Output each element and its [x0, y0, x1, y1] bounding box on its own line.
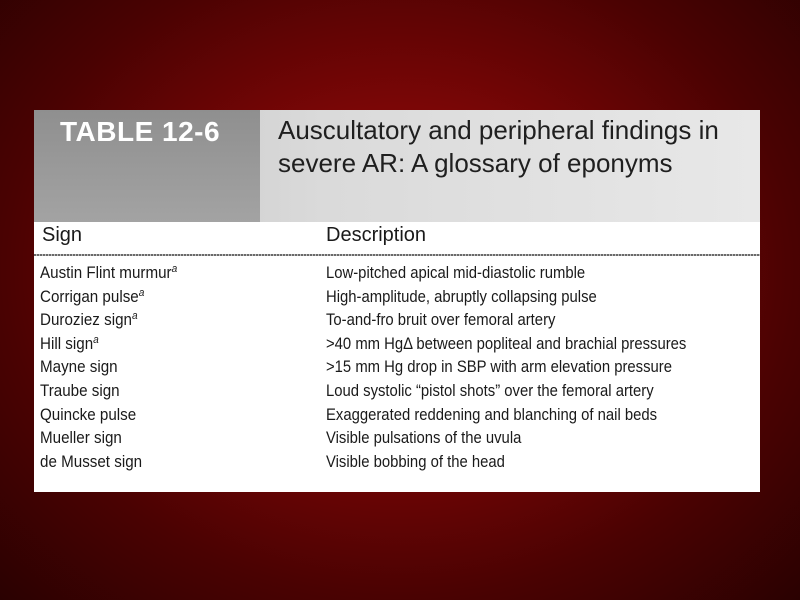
table-row	[34, 406, 760, 430]
footnote-marker: a	[138, 286, 145, 299]
header-divider	[34, 254, 760, 256]
column-header-row	[34, 222, 760, 254]
footnote-marker: a	[93, 333, 99, 346]
table-title: Auscultatory and peripheral findings in severe AR: A glossary of eponyms	[278, 115, 719, 178]
sign-name: de Musset sign	[40, 452, 143, 471]
table-row	[34, 264, 760, 288]
glossary-table	[34, 110, 760, 492]
sign-name: Hill sign	[40, 334, 94, 353]
table-row	[34, 358, 760, 382]
sign-name: Corrigan pulse	[40, 287, 139, 306]
sign-cell	[40, 406, 136, 425]
description-cell: Low-pitched apical mid-diastolic rumble	[326, 264, 586, 282]
sign-name: Mayne sign	[40, 358, 118, 377]
sign-cell	[40, 382, 120, 401]
sign-name: Duroziez sign	[40, 311, 132, 330]
sign-cell	[40, 358, 118, 377]
description-cell: >15 mm Hg drop in SBP with arm elevation pressure	[326, 358, 672, 377]
column-header-sign: Sign	[42, 224, 83, 246]
table-number: TABLE 12-6	[60, 116, 221, 147]
sign-name: Traube sign	[40, 381, 120, 400]
description-cell: >40 mm HgΔ between popliteal and brachial pressures	[326, 334, 687, 353]
sign-cell	[40, 429, 122, 448]
table-row	[34, 429, 760, 453]
table-row	[34, 311, 760, 335]
description-cell: Loud systolic “pistol shots” over the femoral artery	[326, 381, 654, 400]
table-body	[34, 264, 760, 476]
table-row	[34, 335, 760, 359]
description-cell: Visible pulsations of the uvula	[326, 429, 522, 448]
description-cell: Exaggerated reddening and blanching of nail beds	[326, 405, 658, 424]
column-header-description: Description	[326, 224, 427, 246]
table-header	[34, 110, 760, 222]
description-cell: High-amplitude, abruptly collapsing pulse	[326, 287, 597, 306]
table-row	[34, 453, 760, 477]
sign-cell	[40, 264, 177, 283]
sign-name: Austin Flint murmur	[40, 264, 172, 282]
sign-cell	[40, 311, 138, 330]
sign-cell	[40, 453, 142, 472]
sign-name: Quincke pulse	[40, 405, 137, 424]
table-row	[34, 382, 760, 406]
footnote-marker: a	[171, 263, 178, 275]
sign-cell	[40, 288, 144, 307]
sign-cell	[40, 335, 99, 354]
table-row	[34, 288, 760, 312]
description-cell: To-and-fro bruit over femoral artery	[326, 311, 556, 330]
description-cell: Visible bobbing of the head	[326, 452, 505, 471]
table-number-box	[34, 110, 260, 222]
sign-name: Mueller sign	[40, 429, 122, 448]
footnote-marker: a	[131, 310, 138, 323]
